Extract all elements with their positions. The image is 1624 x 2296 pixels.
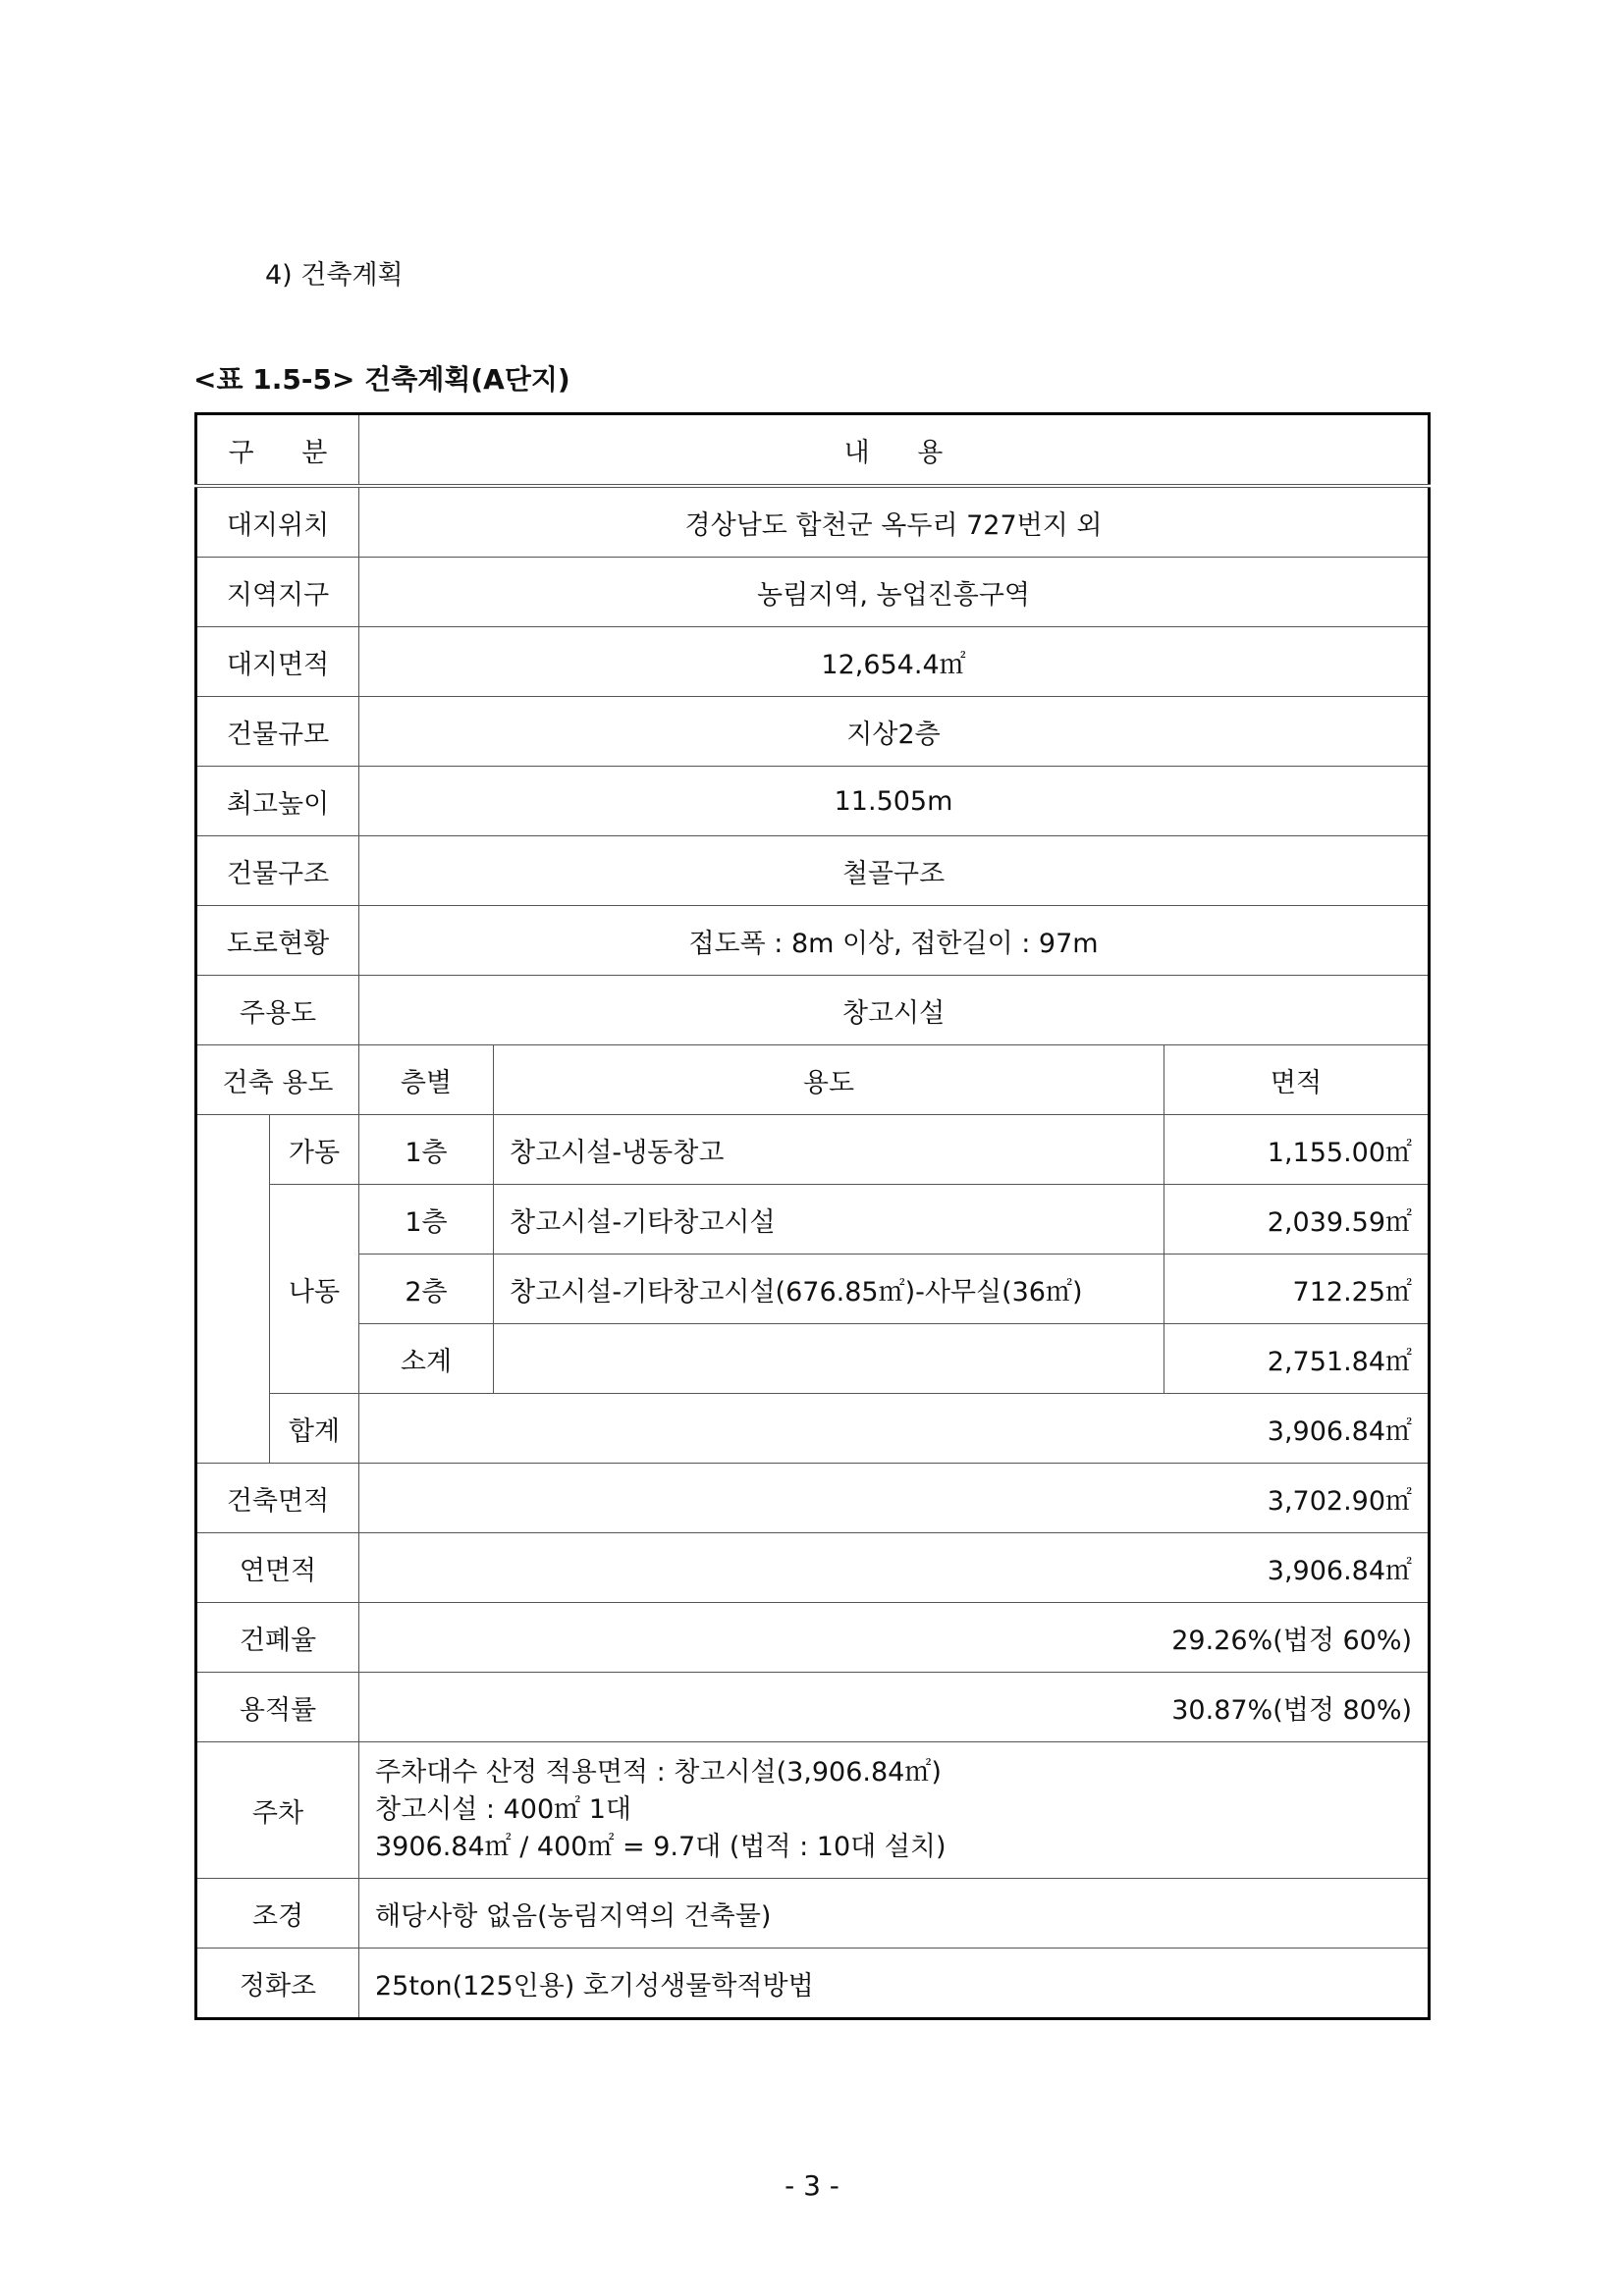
row-value-landscape: 해당사항 없음(농림지역의 건축물) (359, 1879, 1430, 1949)
row-value-floor-area-ratio: 30.87%(법정 80%) (359, 1673, 1430, 1742)
row-value-site-area: 12,654.4㎡ (359, 627, 1430, 697)
na-dong-floor1: 1층 (359, 1185, 494, 1255)
table-row (196, 697, 1430, 767)
na-dong-floor2: 2층 (359, 1255, 494, 1324)
row-label-coverage-ratio: 건폐율 (196, 1603, 359, 1673)
table-row (196, 1394, 1430, 1464)
row-value-parking (359, 1742, 1430, 1879)
row-label-septic: 정화조 (196, 1949, 359, 2019)
row-label-building-area: 건축면적 (196, 1464, 359, 1533)
table-row (196, 767, 1430, 836)
ga-dong-name: 가동 (270, 1115, 359, 1185)
na-dong-subtotal-empty (494, 1324, 1164, 1394)
table-row (196, 1185, 1430, 1255)
row-value-zoning: 농림지역, 농업진흥구역 (359, 558, 1430, 627)
na-dong-floor1-use: 창고시설-기타창고시설 (494, 1185, 1164, 1255)
row-label-landscape: 조경 (196, 1879, 359, 1949)
col-floor-header: 층별 (359, 1045, 494, 1115)
row-label-total-floor-area: 연면적 (196, 1533, 359, 1603)
table-row (196, 627, 1430, 697)
table-row (196, 1603, 1430, 1673)
row-label-site-location: 대지위치 (196, 486, 359, 558)
ga-dong-area: 1,155.00㎡ (1164, 1115, 1430, 1185)
row-value-site-location: 경상남도 합천군 옥두리 727번지 외 (359, 486, 1430, 558)
na-dong-subtotal-area: 2,751.84㎡ (1164, 1324, 1430, 1394)
building-plan-table (194, 412, 1431, 2020)
table-row (196, 1115, 1430, 1185)
row-value-road-status: 접도폭 : 8m 이상, 접한길이 : 97m (359, 906, 1430, 976)
table-row (196, 1533, 1430, 1603)
na-dong-floor1-area: 2,039.59㎡ (1164, 1185, 1430, 1255)
col-area-header: 면적 (1164, 1045, 1430, 1115)
table-row (196, 1464, 1430, 1533)
parking-line-1: 주차대수 산정 적용면적 : 창고시설(3,906.84㎡) (375, 1757, 942, 1788)
row-label-parking: 주차 (196, 1742, 359, 1879)
ga-dong-use: 창고시설-냉동창고 (494, 1115, 1164, 1185)
building-use-indent (196, 1115, 270, 1464)
section-title: 4) 건축계획 (265, 260, 404, 291)
building-use-total-label: 합계 (270, 1394, 359, 1464)
row-value-max-height: 11.505m (359, 767, 1430, 836)
row-label-site-area: 대지면적 (196, 627, 359, 697)
table-caption: <표 1.5-5> 건축계획(A단지) (193, 363, 570, 396)
header-category: 구 분 (196, 414, 359, 487)
table-row (196, 1879, 1430, 1949)
row-value-total-floor-area: 3,906.84㎡ (359, 1533, 1430, 1603)
table-row (196, 1673, 1430, 1742)
row-label-max-height: 최고높이 (196, 767, 359, 836)
table-row (196, 558, 1430, 627)
table-row (196, 836, 1430, 906)
table-row (196, 1255, 1430, 1324)
col-use-header: 용도 (494, 1045, 1164, 1115)
table-row (196, 1045, 1430, 1115)
row-value-coverage-ratio: 29.26%(법정 60%) (359, 1603, 1430, 1673)
table-row (196, 906, 1430, 976)
table-row (196, 1324, 1430, 1394)
parking-line-2: 창고시설 : 400㎡ 1대 (375, 1794, 631, 1825)
table-row (196, 486, 1430, 558)
header-content: 내 용 (359, 414, 1430, 487)
row-value-structure: 철골구조 (359, 836, 1430, 906)
ga-dong-floor: 1층 (359, 1115, 494, 1185)
table-header-row (196, 414, 1430, 487)
row-value-septic: 25ton(125인용) 호기성생물학적방법 (359, 1949, 1430, 2019)
na-dong-subtotal-label: 소계 (359, 1324, 494, 1394)
na-dong-name: 나동 (270, 1185, 359, 1394)
na-dong-floor2-area: 712.25㎡ (1164, 1255, 1430, 1324)
row-value-building-area: 3,702.90㎡ (359, 1464, 1430, 1533)
row-label-floor-area-ratio: 용적률 (196, 1673, 359, 1742)
page-number: - 3 - (785, 2169, 839, 2202)
table-row (196, 1742, 1430, 1879)
building-use-total-area: 3,906.84㎡ (359, 1394, 1430, 1464)
row-value-main-use: 창고시설 (359, 976, 1430, 1045)
table-row (196, 1949, 1430, 2019)
row-label-building-scale: 건물규모 (196, 697, 359, 767)
row-label-zoning: 지역지구 (196, 558, 359, 627)
row-label-structure: 건물구조 (196, 836, 359, 906)
table-row (196, 976, 1430, 1045)
row-label-main-use: 주용도 (196, 976, 359, 1045)
row-label-road-status: 도로현황 (196, 906, 359, 976)
na-dong-floor2-use: 창고시설-기타창고시설(676.85㎡)-사무실(36㎡) (494, 1255, 1164, 1324)
parking-line-3: 3906.84㎡ / 400㎡ = 9.7대 (법적 : 10대 설치) (375, 1832, 947, 1862)
building-use-label: 건축 용도 (196, 1045, 359, 1115)
row-value-building-scale: 지상2층 (359, 697, 1430, 767)
